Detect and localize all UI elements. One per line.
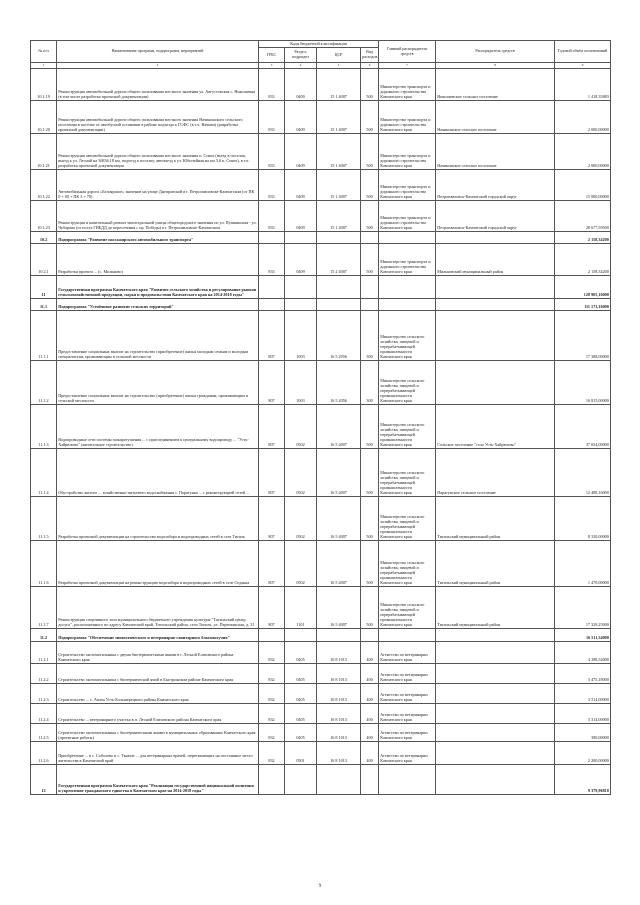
row-recipient: Петропавловск-Камчатский городской округ bbox=[436, 170, 555, 201]
row-recipient: Паратунское сельское поселение bbox=[436, 449, 555, 497]
row-rz: 0502 bbox=[285, 497, 317, 541]
row-amount: 3 314,00000 bbox=[555, 704, 611, 724]
row-grbs bbox=[259, 629, 285, 642]
row-number: 10.1.20 bbox=[31, 101, 57, 134]
row-recipient bbox=[436, 361, 555, 405]
row-vr: 400 bbox=[361, 724, 379, 742]
row-name: Реконструкция спортивного зала муниципального бюджетного учреждения культуры "Тигильский центр досуга", расположенного по адресу Камчатский край, Тигильский район, село Тигиль, ул. Партизанская, д. 31 bbox=[57, 587, 259, 629]
row-csr: 16 5 2056 bbox=[317, 361, 361, 405]
row-manager: Агентство по ветеринарии Камчатского края bbox=[379, 704, 436, 724]
row-name: Предоставление социальных выплат на строительство (приобретение) жилья молодым семьям и молодым специалистам, проживающим в сельской местности bbox=[57, 311, 259, 361]
row-manager: Министерство транспорта и дорожного строительства Камчатского края bbox=[379, 69, 436, 101]
row-recipient: Мильковский муниципальный район bbox=[436, 244, 555, 276]
table-row bbox=[31, 405, 611, 449]
row-manager: Министерство сельского хозяйства, пищевой и перерабатывающей промышленности Камчатского края bbox=[379, 311, 436, 361]
row-csr: 16 8 1013 bbox=[317, 742, 361, 765]
row-csr: 16 5 4007 bbox=[317, 541, 361, 587]
row-grbs bbox=[259, 276, 285, 299]
row-csr: 15 1 4007 bbox=[317, 201, 361, 232]
table-row bbox=[31, 449, 611, 497]
column-index: 8 bbox=[436, 63, 555, 69]
row-number: 11.1.6 bbox=[31, 541, 57, 587]
row-vr bbox=[361, 765, 379, 795]
row-name: Реконструкция автомобильной дороги общего пользования местного значения Начикинского сельского поселения в посёлке от автобусной остановки в районе подъезда к ГСФС (в т.ч. Начики) (разработка проектной документации) bbox=[57, 101, 259, 134]
row-grbs: 807 bbox=[259, 311, 285, 361]
row-number: 11.1.1 bbox=[31, 311, 57, 361]
row-vr: 500 bbox=[361, 449, 379, 497]
row-name: Строительство скотомогильника с биотермическими ямами в муниципальных образованиях Камчатского края (проектные работы) bbox=[57, 724, 259, 742]
row-amount: 9 379,96818 bbox=[555, 765, 611, 795]
row-csr: 16 8 1013 bbox=[317, 642, 361, 664]
row-recipient bbox=[436, 276, 555, 299]
row-manager: Министерство сельского хозяйства, пищевой и перерабатывающей промышленности Камчатского края bbox=[379, 587, 436, 629]
row-recipient bbox=[436, 629, 555, 642]
row-vr bbox=[361, 299, 379, 311]
row-vr: 500 bbox=[361, 587, 379, 629]
row-manager: Агентство по ветеринарии Камчатского края bbox=[379, 684, 436, 704]
row-csr: 15 2 4007 bbox=[317, 244, 361, 276]
row-csr bbox=[317, 276, 361, 299]
row-csr: 16 8 1013 bbox=[317, 724, 361, 742]
row-recipient bbox=[436, 765, 555, 795]
row-number: 10.1.23 bbox=[31, 201, 57, 232]
row-manager: Агентство по ветеринарии Камчатского края bbox=[379, 642, 436, 664]
row-rz: 1003 bbox=[285, 311, 317, 361]
table-row bbox=[31, 664, 611, 684]
row-number: 11.1.2 bbox=[31, 361, 57, 405]
row-grbs: 807 bbox=[259, 449, 285, 497]
row-recipient: Сельское поселение "село Усть-Хайрюзово" bbox=[436, 405, 555, 449]
row-manager: Министерство транспорта и дорожного строительства Камчатского края bbox=[379, 201, 436, 232]
header-name: Наименование программ, подпрограмм, мероприятий bbox=[57, 41, 259, 63]
row-csr bbox=[317, 299, 361, 311]
header-csr: ЦСР bbox=[317, 48, 361, 63]
row-vr: 500 bbox=[361, 497, 379, 541]
row-amount: 2 000,00000 bbox=[555, 101, 611, 134]
row-rz: 1003 bbox=[285, 361, 317, 405]
row-grbs: 807 bbox=[259, 405, 285, 449]
row-name: Строительство скотомогильника с двумя биотермическими ямами в г. Лесной Елизовского района Камчатского края bbox=[57, 642, 259, 664]
row-recipient bbox=[436, 664, 555, 684]
row-rz: 1101 bbox=[285, 587, 317, 629]
row-name: Предоставление социальных выплат на строительство (приобретение) жилья гражданам, проживающим в сельской местности bbox=[57, 361, 259, 405]
table-row bbox=[31, 170, 611, 201]
row-recipient bbox=[436, 642, 555, 664]
column-index: 2 bbox=[57, 63, 259, 69]
table-row bbox=[31, 361, 611, 405]
row-vr: 500 bbox=[361, 244, 379, 276]
row-vr: 500 bbox=[361, 405, 379, 449]
row-manager: Министерство транспорта и дорожного строительства Камчатского края bbox=[379, 244, 436, 276]
row-rz bbox=[285, 765, 317, 795]
page-number: 9 bbox=[318, 884, 322, 889]
row-csr: 15 1 4007 bbox=[317, 101, 361, 134]
row-csr: 16 5 4007 bbox=[317, 405, 361, 449]
row-manager: Министерство сельского хозяйства, пищевой и перерабатывающей промышленности Камчатского края bbox=[379, 361, 436, 405]
row-name: Реконструкция автомобильной дороги общего пользования местного значения п. Сокоч (въезд в поселок, выезд к ул. Лесной на 36836,18 км, подъезд к поселку, автозаезд к ул. Юбилейная на км 3,6 п. Сокоч), в т.ч. разработка проектной документации bbox=[57, 134, 259, 170]
table-row bbox=[31, 311, 611, 361]
table-row bbox=[31, 69, 611, 101]
section-row bbox=[31, 232, 611, 244]
row-name: Разработка проекта ... (с. Мильково) bbox=[57, 244, 259, 276]
row-manager: Министерство транспорта и дорожного строительства Камчатского края bbox=[379, 101, 436, 134]
row-number: 11.2.5 bbox=[31, 724, 57, 742]
row-grbs: 832 bbox=[259, 724, 285, 742]
row-recipient bbox=[436, 311, 555, 361]
table-row bbox=[31, 497, 611, 541]
row-rz bbox=[285, 232, 317, 244]
row-rz bbox=[285, 629, 317, 642]
row-recipient bbox=[436, 704, 555, 724]
row-vr bbox=[361, 629, 379, 642]
row-manager bbox=[379, 232, 436, 244]
row-manager: Министерство транспорта и дорожного строительства Камчатского края bbox=[379, 170, 436, 201]
row-csr: 15 1 4007 bbox=[317, 134, 361, 170]
row-amount: 17 388,00000 bbox=[555, 311, 611, 361]
header-rz: Раздел, подраздел bbox=[285, 48, 317, 63]
row-rz bbox=[285, 276, 317, 299]
row-number: 11.1.3 bbox=[31, 405, 57, 449]
row-amount: 28 677,59500 bbox=[555, 201, 611, 232]
table-row bbox=[31, 587, 611, 629]
table-row bbox=[31, 704, 611, 724]
row-manager bbox=[379, 299, 436, 311]
column-index: 4 bbox=[285, 63, 317, 69]
row-recipient: Тигильский муниципальный район bbox=[436, 497, 555, 541]
row-csr: 16 5 4007 bbox=[317, 587, 361, 629]
row-vr: 500 bbox=[361, 101, 379, 134]
row-name: Автомобильная дорога «Белоярское» значение на улице Днепровской в г. Петропавловске-Камчатском (от ПК 0 + 00 + ПК 3 + 70) bbox=[57, 170, 259, 201]
row-name: Подпрограмма "Устойчивое развитие сельских территорий" bbox=[57, 299, 259, 311]
row-manager: Министерство сельского хозяйства, пищевой и перерабатывающей промышленности Камчатского края bbox=[379, 541, 436, 587]
row-rz: 0502 bbox=[285, 541, 317, 587]
row-grbs bbox=[259, 232, 285, 244]
row-amount: 12 488,16000 bbox=[555, 449, 611, 497]
row-manager bbox=[379, 276, 436, 299]
table-row bbox=[31, 244, 611, 276]
row-number: 10.1.19 bbox=[31, 69, 57, 101]
table-row bbox=[31, 684, 611, 704]
row-grbs: 833 bbox=[259, 134, 285, 170]
row-number: 10.1.22 bbox=[31, 170, 57, 201]
row-vr: 300 bbox=[361, 311, 379, 361]
row-manager: Агентство по ветеринарии Камчатского края bbox=[379, 724, 436, 742]
header-manager: Главный распорядитель средств bbox=[379, 41, 436, 63]
row-vr: 400 bbox=[361, 704, 379, 724]
row-csr: 16 5 2056 bbox=[317, 311, 361, 361]
row-vr: 500 bbox=[361, 201, 379, 232]
row-vr: 500 bbox=[361, 69, 379, 101]
row-csr: 15 1 4007 bbox=[317, 69, 361, 101]
row-name: Разработка проектной документации на строительство водозабора и водопроводных сетей в селе Тигиль bbox=[57, 497, 259, 541]
budget-allocation-table bbox=[30, 40, 611, 795]
row-amount: 2 158,34200 bbox=[555, 232, 611, 244]
row-vr bbox=[361, 232, 379, 244]
row-csr: 16 8 1013 bbox=[317, 684, 361, 704]
row-amount: 15 000,00000 bbox=[555, 170, 611, 201]
row-amount: 3 514,00000 bbox=[555, 684, 611, 704]
row-grbs bbox=[259, 765, 285, 795]
row-name: Реконструкция автомобильной дороги общего пользования местного значения ул. Августовская с. Николаевка (в том числе разработка проектной документации) bbox=[57, 69, 259, 101]
section-row bbox=[31, 299, 611, 311]
table-body bbox=[31, 69, 611, 795]
row-grbs: 832 bbox=[259, 642, 285, 664]
row-amount: 128 905,16000 bbox=[555, 276, 611, 299]
row-amount: 17 329,25000 bbox=[555, 587, 611, 629]
row-amount: 1 470,00000 bbox=[555, 541, 611, 587]
header-codes-group: Коды бюджетной классификации bbox=[259, 41, 379, 48]
row-name: Государственная программа Камчатского края "Развитие сельского хозяйства и регулирование рынков сельскохозяйственной продукции, сырья и продовольствия Камчатского края на 2014-2018 годы" bbox=[57, 276, 259, 299]
row-recipient: Тигильский муниципальный район bbox=[436, 587, 555, 629]
row-rz: 0409 bbox=[285, 134, 317, 170]
table-row bbox=[31, 134, 611, 170]
row-amount: 16 815,00000 bbox=[555, 361, 611, 405]
row-number: 11.2.2 bbox=[31, 664, 57, 684]
row-number: 10.2 bbox=[31, 232, 57, 244]
column-index: 1 bbox=[31, 63, 57, 69]
column-index: 5 bbox=[317, 63, 361, 69]
row-grbs: 833 bbox=[259, 101, 285, 134]
row-vr bbox=[361, 276, 379, 299]
row-number: 12 bbox=[31, 765, 57, 795]
row-grbs: 832 bbox=[259, 684, 285, 704]
row-csr: 16 5 4007 bbox=[317, 497, 361, 541]
row-csr: 16 5 4007 bbox=[317, 449, 361, 497]
row-vr: 500 bbox=[361, 541, 379, 587]
table-row bbox=[31, 642, 611, 664]
row-recipient: Николаевское сельское поселение bbox=[436, 69, 555, 101]
row-rz: 0405 bbox=[285, 724, 317, 742]
row-manager bbox=[379, 629, 436, 642]
column-index: 6 bbox=[361, 63, 379, 69]
row-grbs: 832 bbox=[259, 704, 285, 724]
row-recipient bbox=[436, 299, 555, 311]
row-manager: Агентство по ветеринарии Камчатского края bbox=[379, 742, 436, 765]
row-name: Подпрограмма "Обеспечение эпизоотического и ветеринарно-санитарного благополучия" bbox=[57, 629, 259, 642]
row-recipient bbox=[436, 742, 555, 765]
row-rz: 0405 bbox=[285, 642, 317, 664]
row-recipient bbox=[436, 684, 555, 704]
row-manager bbox=[379, 765, 436, 795]
row-vr: 400 bbox=[361, 642, 379, 664]
row-csr: 16 8 1013 bbox=[317, 704, 361, 724]
row-number: 11.2.3 bbox=[31, 684, 57, 704]
row-vr: 500 bbox=[361, 134, 379, 170]
row-amount: 2 200,00000 bbox=[555, 742, 611, 765]
row-rz: 0409 bbox=[285, 101, 317, 134]
row-manager: Министерство сельского хозяйства, пищевой и перерабатывающей промышленности Камчатского края bbox=[379, 497, 436, 541]
section-row bbox=[31, 629, 611, 642]
row-amount: 4 398,54000 bbox=[555, 642, 611, 664]
row-vr: 400 bbox=[361, 684, 379, 704]
header-recipient: Распорядитель средств bbox=[436, 41, 555, 63]
row-recipient: Начикинское сельское поселение bbox=[436, 134, 555, 170]
column-index: 7 bbox=[379, 63, 436, 69]
row-name: Приобретение ... в с. Соболево и с. Тымлат ... для ветеринарных врачей, переезжающих на постоянное место жительства в Камчатский край bbox=[57, 742, 259, 765]
row-name: Подпрограмма "Развитие пассажирского автомобильного транспорта" bbox=[57, 232, 259, 244]
row-grbs: 833 bbox=[259, 244, 285, 276]
row-rz: 0405 bbox=[285, 684, 317, 704]
row-name: Строительство ... ветеринарного участка в п. Лесной Елизовского района Камчатского края bbox=[57, 704, 259, 724]
row-grbs: 833 bbox=[259, 69, 285, 101]
row-name: Водопроводные сети системы пожаротушения ... с присоединением к центральному водопроводу ... "Усть-Хайрюзово" (капитальное строительство) bbox=[57, 405, 259, 449]
row-rz: 0405 bbox=[285, 664, 317, 684]
row-grbs: 833 bbox=[259, 170, 285, 201]
header-vr: Вид расходов bbox=[361, 48, 379, 63]
row-rz: 0502 bbox=[285, 449, 317, 497]
row-manager: Министерство сельского хозяйства, пищевой и перерабатывающей промышленности Камчатского края bbox=[379, 405, 436, 449]
row-csr bbox=[317, 629, 361, 642]
row-amount: 37 654,00000 bbox=[555, 405, 611, 449]
row-csr bbox=[317, 232, 361, 244]
table-row bbox=[31, 101, 611, 134]
row-rz bbox=[285, 299, 317, 311]
header-num: № п/п bbox=[31, 41, 57, 63]
table-row bbox=[31, 541, 611, 587]
row-number: 11.2.4 bbox=[31, 704, 57, 724]
row-grbs: 833 bbox=[259, 201, 285, 232]
table-row bbox=[31, 724, 611, 742]
row-vr: 400 bbox=[361, 664, 379, 684]
row-recipient: Тигильский муниципальный район bbox=[436, 541, 555, 587]
row-recipient bbox=[436, 232, 555, 244]
row-manager: Министерство сельского хозяйства, пищевой и перерабатывающей промышленности Камчатского края bbox=[379, 449, 436, 497]
row-rz: 0409 bbox=[285, 170, 317, 201]
row-amount: 3 475,18000 bbox=[555, 664, 611, 684]
table-row bbox=[31, 742, 611, 765]
row-rz: 0405 bbox=[285, 704, 317, 724]
header-volume: Годовой объём ассигнований bbox=[555, 41, 611, 63]
row-grbs: 807 bbox=[259, 361, 285, 405]
row-rz: 0409 bbox=[285, 69, 317, 101]
table-row bbox=[31, 201, 611, 232]
section-row bbox=[31, 276, 611, 299]
section-row bbox=[31, 765, 611, 795]
row-grbs: 807 bbox=[259, 541, 285, 587]
row-amount: 8 330,00000 bbox=[555, 497, 611, 541]
row-recipient: Начикинское сельское поселение bbox=[436, 101, 555, 134]
table-header bbox=[31, 41, 611, 69]
row-number: 11.2.1 bbox=[31, 642, 57, 664]
row-csr bbox=[317, 765, 361, 795]
row-rz: 0409 bbox=[285, 244, 317, 276]
row-amount: 16 511,34000 bbox=[555, 629, 611, 642]
row-csr: 15 1 4007 bbox=[317, 170, 361, 201]
row-rz: 0501 bbox=[285, 742, 317, 765]
row-number: 11.2 bbox=[31, 629, 57, 642]
row-name: Разработка проектной документации на реконструкцию водозабора и водопроводных сетей в селе Седанка bbox=[57, 541, 259, 587]
row-vr: 400 bbox=[361, 742, 379, 765]
row-rz: 0502 bbox=[285, 405, 317, 449]
row-amount: 390,00000 bbox=[555, 724, 611, 742]
row-vr: 300 bbox=[361, 361, 379, 405]
row-number: 11 bbox=[31, 276, 57, 299]
row-amount: 111 173,16000 bbox=[555, 299, 611, 311]
row-rz: 0409 bbox=[285, 201, 317, 232]
row-number: 11.1.5 bbox=[31, 497, 57, 541]
row-grbs: 832 bbox=[259, 664, 285, 684]
row-name: Строительство скотомогильника с биотермической ямой в Быстринском районе Камчатского края bbox=[57, 664, 259, 684]
row-grbs: 807 bbox=[259, 497, 285, 541]
column-index: 3 bbox=[259, 63, 285, 69]
row-amount: 1 418,35883 bbox=[555, 69, 611, 101]
row-recipient: Петропавловск-Камчатский городской округ bbox=[436, 201, 555, 232]
row-manager: Агентство по ветеринарии Камчатского края bbox=[379, 664, 436, 684]
header-grbs: ГРБС bbox=[259, 48, 285, 63]
row-amount: 2 000,00000 bbox=[555, 134, 611, 170]
row-grbs: 807 bbox=[259, 587, 285, 629]
row-grbs: 832 bbox=[259, 742, 285, 765]
row-manager: Министерство транспорта и дорожного строительства Камчатского края bbox=[379, 134, 436, 170]
row-amount: 2 158,34200 bbox=[555, 244, 611, 276]
row-name: Реконструкция и капитальный ремонт магистральной улицы общегородского значения по ул. Пушкинская - ул. Чубарова (от поста ГИБДД до пересечения с пр. Победы) в г. Петропавловске-Камчатском bbox=[57, 201, 259, 232]
row-vr: 500 bbox=[361, 170, 379, 201]
row-number: 10.1.21 bbox=[31, 134, 57, 170]
row-number: 11.1.7 bbox=[31, 587, 57, 629]
row-number: 10.2.1 bbox=[31, 244, 57, 276]
row-number: 11.2.6 bbox=[31, 742, 57, 765]
row-csr: 16 8 1013 bbox=[317, 664, 361, 684]
row-recipient bbox=[436, 724, 555, 742]
row-name: Строительство ... с. Апача Усть-Большерецкого района Камчатского края bbox=[57, 684, 259, 704]
column-index: 9 bbox=[555, 63, 611, 69]
row-grbs bbox=[259, 299, 285, 311]
row-name: Государственная программа Камчатского края "Реализация государственной национальной политики и укрепление гражданского единства в Камчатском крае на 2014-2018 годы" bbox=[57, 765, 259, 795]
row-number: 11.1 bbox=[31, 299, 57, 311]
row-name: Обустройство жилого ... хозяйственно-питьевого водоснабжения с. Паратунка ... с реконструкцией сетей ... bbox=[57, 449, 259, 497]
row-number: 11.1.4 bbox=[31, 449, 57, 497]
